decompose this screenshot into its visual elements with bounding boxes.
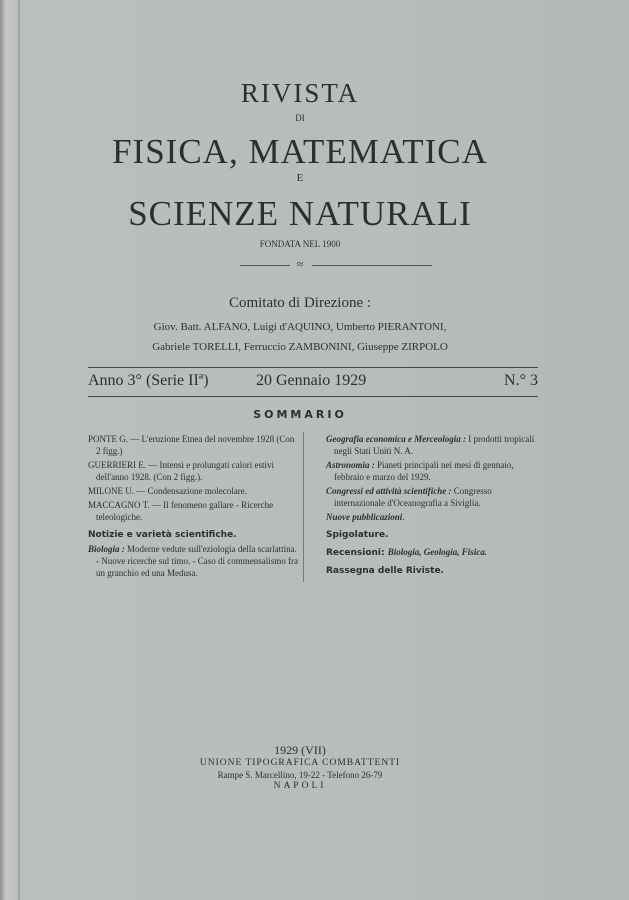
summary-item-label: Congressi ed attività scientifiche :	[326, 486, 452, 496]
summary-item-text: Moderne vedute sull'eziologia della scarlattina. - Nuove ricerche sul timo. - Caso di commensalismo fra un granchio ed una Medusa.	[96, 544, 298, 578]
summary-item	[88, 485, 300, 497]
founded-note: FONDATA NEL 1900	[259, 239, 341, 249]
issue-date: 20 Gennaio 1929	[256, 372, 367, 389]
summary-item-text: I prodotti tropicali negli Stati Uniti N. A.	[334, 434, 535, 456]
masthead-line1: FISICA, MATEMATICA	[112, 132, 488, 171]
rule-top	[88, 367, 538, 368]
footer-year: 1929 (VII)	[274, 743, 326, 757]
masthead-e: E	[296, 172, 304, 184]
summary-item-text: Spigolature.	[326, 530, 389, 540]
summary-item	[88, 543, 300, 579]
summary-item-label: Geografia economica e Merceologia :	[326, 434, 466, 444]
masthead-line2: SCIENZE NATURALI	[128, 194, 472, 233]
summary-item	[326, 511, 538, 523]
column-divider	[303, 432, 304, 582]
summary-title: SOMMARIO	[253, 408, 347, 421]
footer-city: NAPOLI	[273, 781, 327, 791]
summary-item-text: Congresso internazionale d'Oceanografia a Siviglia.	[334, 486, 492, 508]
summary-item	[88, 459, 300, 483]
summary-right-column	[326, 433, 538, 579]
committee-title: Comitato di Direzione :	[228, 295, 372, 311]
rule-bottom	[88, 396, 538, 397]
summary-item-text: PONTE G. — L'eruzione Etnea del novembre 1928 (Con 2 figg.)	[88, 434, 295, 456]
committee-names-2: Gabriele TORELLI, Ferruccio ZAMBONINI, Giuseppe ZIRPOLO	[152, 341, 448, 353]
committee-names-1: Giov. Batt. ALFANO, Luigi d'AQUINO, Umberto PIERANTONI,	[153, 321, 447, 333]
masthead-rivista: RIVISTA	[240, 78, 360, 108]
summary-item-text: .	[402, 512, 405, 522]
issue-number: N.° 3	[504, 372, 538, 389]
summary-item	[326, 546, 538, 559]
summary-left-column	[88, 433, 300, 581]
ornament-icon: ≈	[296, 257, 304, 271]
summary-item-label: Biologia :	[88, 544, 125, 554]
masthead-di: DI	[295, 113, 305, 123]
summary-item	[326, 459, 538, 483]
summary-item-label: Nuove pubblicazioni	[326, 512, 403, 522]
summary-item	[326, 564, 538, 577]
summary-item-text: Recensioni:	[326, 548, 388, 558]
summary-item	[326, 433, 538, 457]
footer-address: Rampe S. Marcellino, 19-22 - Telefono 26-79	[217, 770, 383, 780]
summary-item	[88, 499, 300, 523]
summary-item	[326, 485, 538, 509]
footer-printer: UNIONE TIPOGRAFICA COMBATTENTI	[199, 758, 401, 768]
summary-item-text: MACCAGNO T. — Il fenomeno gallare - Ricerche teleologiche.	[88, 500, 274, 522]
summary-item-text: Notizie e varietà scientifiche.	[88, 530, 237, 540]
summary-item-text: Pianeti principali nei mesi di gennaio, febbraio e marzo del 1929.	[334, 460, 514, 482]
summary-item-text: Rassegna delle Riviste.	[326, 566, 444, 576]
summary-item-subjects: Biologia, Geologia, Fisica.	[387, 547, 487, 557]
summary-item-text: GUERRIERI E. — Intensi e prolungati calori estivi dell'anno 1928. (Con 2 figg.).	[88, 460, 274, 482]
summary-item	[88, 433, 300, 457]
summary-item-label: Astronomia :	[326, 460, 375, 470]
spine-edge	[18, 0, 20, 900]
summary-item	[88, 528, 300, 541]
summary-item-text: MILONE U. — Condensazione molecolare.	[88, 486, 247, 496]
summary-item	[326, 528, 538, 541]
issue-year: Anno 3° (Serie IIª)	[88, 372, 209, 389]
